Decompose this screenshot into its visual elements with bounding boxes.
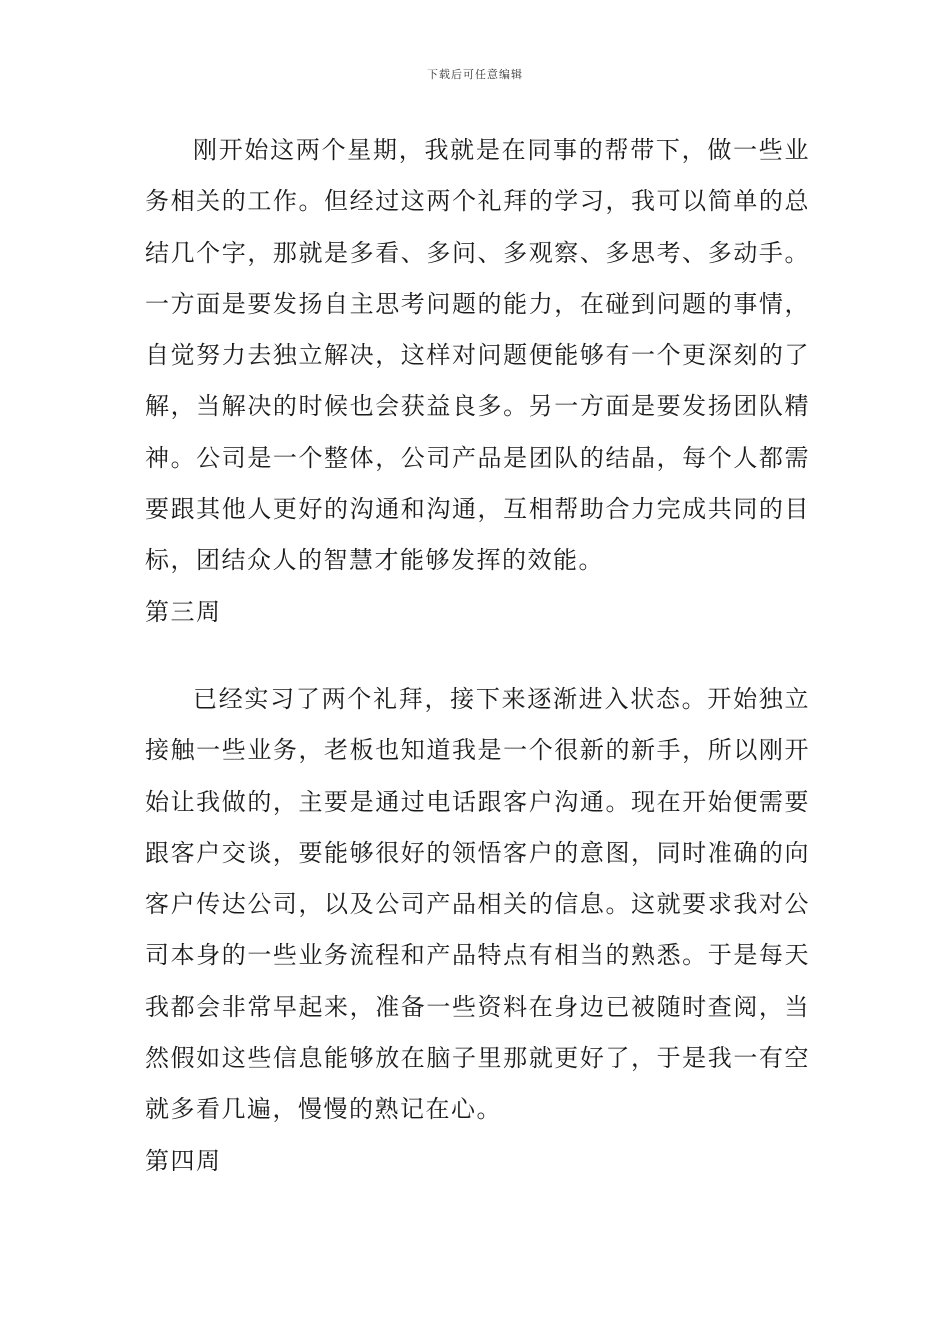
page-header-note: 下载后可任意编辑 (427, 68, 523, 81)
section-block (145, 674, 810, 1187)
section-block (145, 125, 810, 638)
section-heading: 第四周 (145, 1146, 222, 1175)
body-paragraph: 已经实习了两个礼拜，接下来逐渐进入状态。开始独立接触一些业务，老板也知道我是一个很新的新手，所以刚开始让我做的，主要是通过电话跟客户沟通。现在开始便需要跟客户交谈，要能够很好的领悟客户的意图，同时准确的向客户传达公司，以及公司产品相关的信息。这就要求我对公司本身的一些业务流程和产品特点有相当的熟悉。于是每天我都会非常早起来，准备一些资料在身边已被随时查阅，当然假如这些信息能够放在脑子里那就更好了，于是我一有空就多看几遍，慢慢的熟记在心。 (145, 685, 810, 1124)
body-paragraph: 刚开始这两个星期，我就是在同事的帮带下，做一些业务相关的工作。但经过这两个礼拜的学习，我可以简单的总结几个字，那就是多看、多问、多观察、多思考、多动手。一方面是要发扬自主思考问题的能力，在碰到问题的事情，自觉努力去独立解决，这样对问题便能够有一个更深刻的了解，当解决的时候也会获益良多。另一方面是要发扬团队精神。公司是一个整体，公司产品是团队的结晶，每个人都需要跟其他人更好的沟通和沟通，互相帮助合力完成共同的目标，团结众人的智慧才能够发挥的效能。 (145, 136, 810, 575)
section-heading: 第三周 (145, 597, 222, 626)
